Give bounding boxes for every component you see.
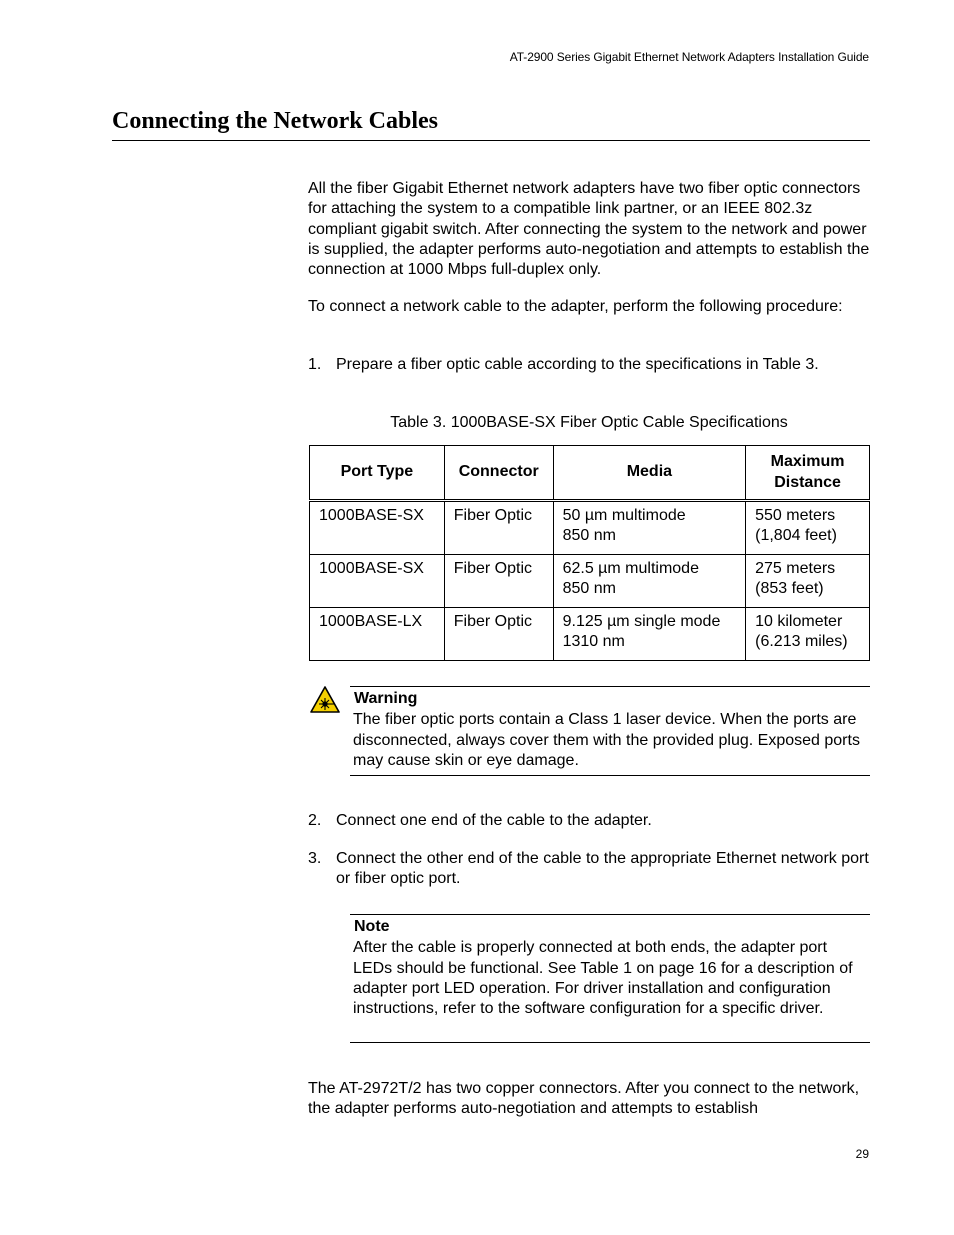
table-row [310,608,870,661]
column-header: Port Type [310,446,445,501]
table-cell: Fiber Optic [444,555,553,608]
note-text: After the cable is properly connected at both ends, the adapter port LEDs should be functional. See Table 1 on page 16 for a description of adapter port LED operation. For driver installation and configuration instructions, refer to the software configuration for a specific driver. [353,939,853,1018]
laser-warning-icon [310,686,340,713]
note-box [350,914,870,1043]
table-cell: 1000BASE-SX [310,555,445,608]
column-header: Connector [444,446,553,501]
table-header-row [310,446,870,501]
table-cell: Fiber Optic [444,608,553,661]
note-title: Note [354,918,390,935]
section-title: Connecting the Network Cables [112,106,870,141]
step-1 [308,355,870,375]
table-cell: Fiber Optic [444,501,553,555]
table-cell: 10 kilometer (6.213 miles) [746,608,870,661]
closing-paragraph: The AT-2972T/2 has two copper connectors. After you connect to the network, the adapter performs auto-negotiation and attempts to establish [308,1080,860,1118]
running-header: AT-2900 Series Gigabit Ethernet Network Adapters Installation Guide [509,50,869,64]
step-text: Connect the other end of the cable to the appropriate Ethernet network port or fiber optic port. [336,850,869,888]
table-caption: Table 3. 1000BASE-SX Fiber Optic Cable Specifications [390,414,788,431]
table-row [310,501,870,555]
step-text: Connect one end of the cable to the adapter. [336,812,652,829]
table-cell: 275 meters (853 feet) [746,555,870,608]
step-number: 2. [308,812,322,829]
warning-title: Warning [354,690,418,707]
fiber-cable-spec-table [309,445,870,661]
step-number: 1. [308,356,322,373]
step-3 [308,849,870,890]
page-number: 29 [855,1147,869,1161]
intro-paragraph-2: To connect a network cable to the adapter, perform the following procedure: [308,298,843,315]
table-cell: 62.5 µm multimode 850 nm [553,555,746,608]
column-header: Maximum Distance [746,446,870,501]
warning-text: The fiber optic ports contain a Class 1 laser device. When the ports are disconnected, always cover them with the provided plug. Exposed ports may cause skin or eye damage. [353,711,860,769]
table-cell: 550 meters (1,804 feet) [746,501,870,555]
intro-paragraph-1: All the fiber Gigabit Ethernet network adapters have two fiber optic connectors for attaching the system to a compatible link partner, or an IEEE 802.3z compliant gigabit switch. After connecting the system to the network and power is supplied, the adapter performs auto-negotiation and attempts to establish the connection at 1000 Mbps full-duplex only. [308,180,870,279]
step-number: 3. [308,850,322,867]
table-cell: 50 µm multimode 850 nm [553,501,746,555]
table-cell: 1000BASE-LX [310,608,445,661]
column-header: Media [553,446,746,501]
step-text: Prepare a fiber optic cable according to the specifications in Table 3. [336,356,819,373]
table-row [310,555,870,608]
table-cell: 9.125 µm single mode 1310 nm [553,608,746,661]
step-2 [308,811,870,831]
table-cell: 1000BASE-SX [310,501,445,555]
warning-box [350,686,870,776]
